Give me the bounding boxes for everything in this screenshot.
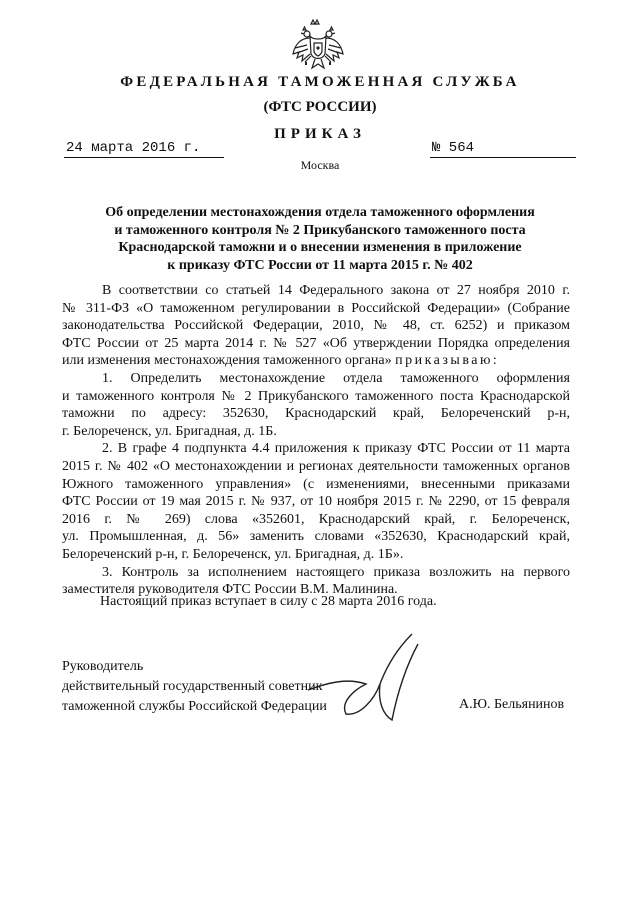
body-line — [62, 352, 570, 370]
signatory-name: А.Ю. Бельянинов — [459, 697, 565, 712]
entry-into-force: Настоящий приказ вступает в силу с 28 марта 2016 года. — [100, 594, 437, 609]
handwritten-signature-icon — [300, 630, 460, 730]
agency-abbreviation: (ФТС РОССИИ) — [263, 99, 377, 115]
heading-line: Об определении местонахождения отдела таможенного оформления — [105, 205, 535, 220]
signatory-line: действительный государственный советник — [62, 679, 323, 694]
body-line: 2015 г. № 402 «О местонахождении и регионах деятельности таможенных органов — [62, 458, 570, 474]
double-headed-eagle-emblem-icon — [291, 18, 345, 74]
body-line: 2016 г. № 269) слова «352601, Краснодарский край, г. Белореченск, — [62, 511, 570, 527]
body-line: заместителя руководителя ФТС России В.М. Малинина. — [62, 582, 398, 598]
body-line: законодательства Российской Федерации, 2010, № 48, ст. 6252) и приказом — [62, 318, 570, 334]
heading-line: к приказу ФТС России от 11 марта 2015 г. № 402 — [167, 257, 473, 273]
body-line: № 311-ФЗ «О таможенном регулировании в Российской Федерации» (Собрание — [62, 300, 570, 316]
signatory-title — [62, 657, 327, 717]
order-keyword: приказываю: — [395, 353, 500, 369]
heading-line: и таможенного контроля № 2 Прикубанского таможенного поста — [114, 222, 526, 238]
document-type-title: ПРИКАЗ — [274, 126, 366, 142]
paragraph-item-1 — [62, 370, 570, 440]
order-date: 24 марта 2016 г. — [66, 140, 201, 156]
body-line: г. Белореченск, ул. Бригадная, д. 1Б. — [62, 423, 277, 439]
order-body — [62, 282, 570, 599]
body-line: таможни по адресу: 352630, Краснодарский край, Белореченский р-н, — [62, 406, 570, 422]
preamble-tail: или изменения местонахождения таможенного органа» — [62, 353, 392, 369]
order-heading — [60, 204, 580, 274]
body-line: ул. Промышленная, д. 56» заменить словами «352630, Краснодарский край, — [62, 529, 570, 545]
body-line: ФТС России от 25 марта 2014 г. № 527 «Об утверждении Порядка определения — [62, 335, 570, 351]
paragraph-item-2 — [62, 440, 570, 563]
body-line: 1. Определить местонахождение отдела таможенного оформления — [102, 370, 570, 386]
signatory-line: таможенной службы Российской Федерации — [62, 699, 327, 714]
issue-city: Москва — [300, 158, 340, 172]
heading-line: Краснодарской таможни и о внесении изменения в приложение — [118, 240, 522, 255]
body-line: В соответствии со статьей 14 Федерального закона от 27 ноября 2010 г. — [102, 283, 570, 298]
body-line: Белореченский р-н, г. Белореченск, ул. Бригадная, д. 1Б». — [62, 546, 404, 562]
paragraph-preamble — [62, 282, 570, 370]
body-line: Южного таможенного управления» (с изменениями, внесенными приказами — [62, 476, 570, 492]
body-line: 3. Контроль за исполнением настоящего приказа возложить на первого — [102, 564, 570, 580]
signatory-line: Руководитель — [62, 659, 144, 674]
body-line: 2. В графе 4 подпункта 4.4 приложения к приказу ФТС России от 11 марта — [102, 441, 570, 457]
agency-name: ФЕДЕРАЛЬНАЯ ТАМОЖЕННАЯ СЛУЖБА — [120, 74, 520, 90]
order-number: № 564 — [432, 140, 475, 156]
body-line: и таможенного контроля № 2 Прикубанского таможенного поста Краснодарской — [62, 388, 570, 404]
body-line: ФТС России от 19 мая 2015 г. № 937, от 10 ноября 2015 г. № 2290, от 15 февраля — [62, 494, 570, 510]
